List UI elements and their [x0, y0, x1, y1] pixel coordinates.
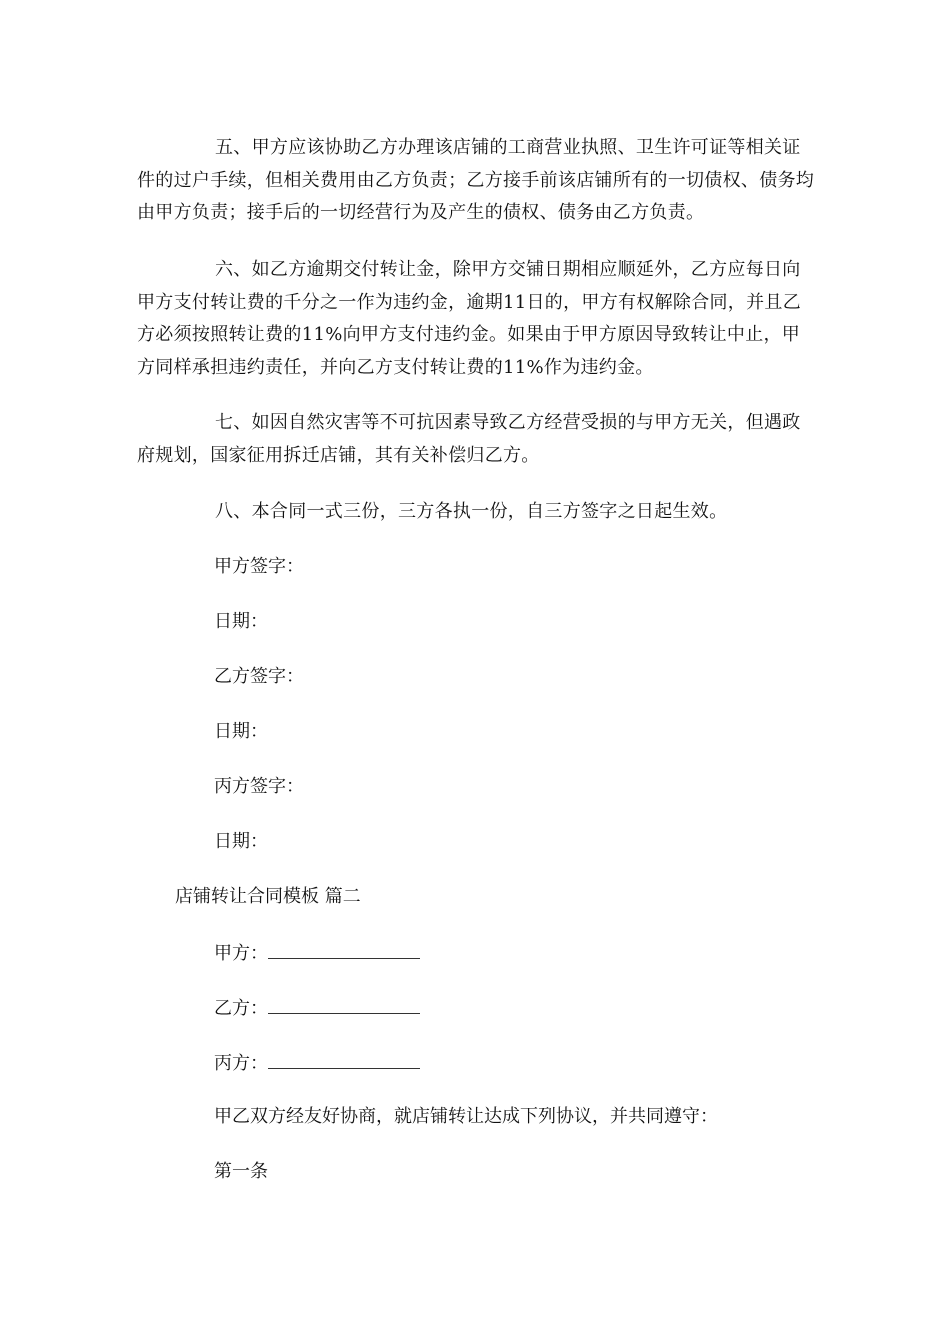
party-a-signature-label: 甲方签字： — [214, 556, 304, 577]
party-c-line — [214, 1050, 420, 1076]
date-label-2: 日期： — [214, 721, 268, 742]
agreement-intro: 甲乙双方经友好协商，就店铺转让达成下列协议，并共同遵守： — [214, 1106, 718, 1127]
section-title: 店铺转让合同模板 篇二 — [175, 886, 361, 907]
date-label-1: 日期： — [214, 611, 268, 632]
date-label-3: 日期： — [214, 831, 268, 852]
clause-8: 八、本合同一式三份，三方各执一份，自三方签字之日起生效。 — [215, 501, 728, 522]
party-a-blank — [268, 940, 420, 959]
party-a-label: 甲方： — [214, 943, 268, 964]
article-1-heading: 第一条 — [214, 1161, 268, 1182]
clause-5: 五、甲方应该协助乙方办理该店铺的工商营业执照、卫生许可证等相关证件的过户手续，但相关费用由乙方负责；乙方接手前该店铺所有的一切债权、债务均由甲方负责；接手后的一切经营行为及产生的债权、债务由乙方负责。 — [137, 137, 815, 223]
party-b-line — [214, 995, 420, 1021]
party-b-label: 乙方： — [214, 998, 268, 1019]
party-a-line — [214, 940, 420, 966]
party-c-blank — [268, 1050, 420, 1069]
clause-7: 七、如因自然灾害等不可抗因素导致乙方经营受损的与甲方无关，但遇政府规划，国家征用拆迁店铺，其有关补偿归乙方。 — [137, 412, 801, 466]
clause-6: 六、如乙方逾期交付转让金，除甲方交铺日期相应顺延外，乙方应每日向甲方支付转让费的千分之一作为违约金，逾期11日的，甲方有权解除合同，并且乙方必须按照转让费的11%向甲方支付违约金。如果由于甲方原因导致转让中止，甲方同样承担违约责任，并向乙方支付转让费的11%作为违约金。 — [137, 259, 802, 378]
party-c-signature-label: 丙方签字： — [214, 776, 304, 797]
party-b-signature-label: 乙方签字： — [214, 666, 304, 687]
party-b-blank — [268, 995, 420, 1014]
party-c-label: 丙方： — [214, 1053, 268, 1074]
